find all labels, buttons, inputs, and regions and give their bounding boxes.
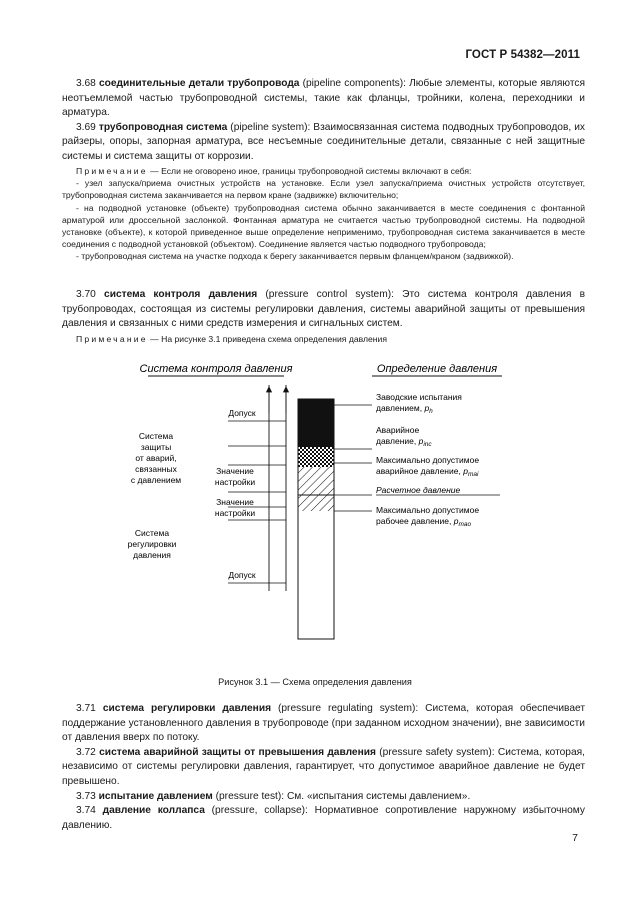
svg-text:настройки: настройки — [214, 477, 256, 487]
right-heading: Определение давления — [376, 363, 498, 375]
standard-header: ГОСТ Р 54382—2011 — [465, 49, 580, 61]
definition-3-68: 3.68 соединительные детали трубопровода (pipeline components): Любые элементы, которые являются неотъемлемой частью трубопроводной системы, такие как фланцы, тройники, колена, переходники и арматура. — [62, 78, 585, 119]
term-3-71: система регулировки давления — [102, 703, 272, 714]
regulation-hatch-band — [298, 495, 334, 511]
svg-text:Значение: Значение — [216, 497, 254, 507]
svg-text:Аварийное: Аварийное — [376, 425, 420, 435]
svg-text:Система: Система — [138, 431, 174, 441]
tolerance-top-label: Допуск — [228, 408, 256, 418]
svg-text:давление, pinc: давление, $p_{inc}$ — [376, 436, 432, 448]
figure-caption: Рисунок 3.1 — Схема определения давления — [218, 677, 412, 687]
safety-hatch-band — [298, 467, 334, 495]
svg-text:давлением, ph: давлением, $p_h$ — [376, 403, 433, 415]
factory-test-label — [376, 392, 462, 415]
svg-text:давления: давления — [133, 550, 171, 560]
svg-text:рабочее давление, pmao: рабочее давление, $p_{mao}$ — [376, 516, 472, 528]
definitions-bottom — [62, 702, 585, 833]
term-3-68: соединительные детали трубопровода — [98, 78, 300, 89]
svg-text:настройки: настройки — [214, 508, 256, 518]
definition-3-70: 3.70 система контроля давления (pressure control system): Это система контроля давления в трубопроводах, состоящая из системы регулировки давления, системы аварийной защиты от превышения давления и связанных с ними средств измерения и сигнальных систем. — [62, 289, 585, 330]
term-3-74: давление коллапса — [102, 805, 205, 817]
setting2-label — [215, 497, 255, 518]
term-3-73: испытание давлением — [98, 790, 213, 802]
term-3-70: система контроля давления — [104, 289, 258, 300]
definition-3-71: 3.71 система регулировки давления (pressure regulating system): Система, которая обеспечивает поддержание установленного давления в трубопроводе (при заданном исходном значении), вне зависимости от давления вверх по потоку. — [62, 703, 585, 744]
definition-3-69: 3.69 трубопроводная система (pipeline system): Взаимосвязанная система подводных трубопроводов, их райзеры, опоры, запорная арматура, все несъемные соединительные детали, связанные с ней защитные системы и система защиты от коррозии. — [62, 121, 585, 162]
note-item: - узел запуска/приема очистных устройств на установке. Если узел запуска/приема очистных устройств отсутствует, трубопроводная система заканчивается на первом кране (задвижке) включительно; — [62, 178, 585, 201]
svg-text:с давлением: с давлением — [130, 475, 182, 485]
term-3-69: трубопроводная система — [98, 121, 228, 133]
svg-text:от аварий,: от аварий, — [135, 453, 177, 463]
max-operating-label — [376, 505, 479, 528]
note-figure-ref: Примечание — На рисунке 3.1 приведена схема определения давления — [76, 334, 387, 344]
definition-3-72: 3.72 система аварийной защиты от превышения давления (pressure safety system): Система, которая, независимо от системы регулировки давления, гарантирует, что допустимое аварийное давление не будет превышено. — [62, 746, 585, 787]
svg-text:Максимально допустимое: Максимально допустимое — [376, 455, 480, 465]
note-label: Примечание — [76, 166, 148, 176]
svg-text:Максимально допустимое: Максимально допустимое — [376, 505, 480, 515]
svg-text:защиты: защиты — [140, 442, 172, 452]
definition-3-74: 3.74 давление коллапса (pressure, collapse): Нормативное сопротивление наружному избыточному давлению. — [62, 805, 585, 831]
svg-text:регулировки: регулировки — [127, 539, 177, 549]
page-number: 7 — [572, 832, 578, 844]
design-pressure-label: Расчетное давление — [376, 485, 461, 495]
safety-system-label — [131, 431, 181, 485]
svg-text:аварийное давление, pmai: аварийное давление, $p_{mai}$ — [376, 466, 479, 478]
svg-text:Значение: Значение — [216, 466, 254, 476]
setting1-label — [215, 466, 255, 487]
svg-text:Заводские испытания: Заводские испытания — [376, 392, 462, 402]
regulation-system-label — [128, 528, 177, 560]
term-3-72: система аварийной защиты от превышения давления — [99, 746, 376, 758]
svg-text:связанных: связанных — [135, 464, 177, 474]
tolerance-bottom-label: Допуск — [228, 570, 256, 580]
note-item: - трубопроводная система на участке подхода к берегу заканчивается первым фланцем/краном (задвижкой). — [76, 251, 514, 262]
note-boundaries: Примечание — Если не оговорено иное, границы трубопроводной системы включают в себя: - узел запуска/приема очистных устройств на установке. Если узел запуска/приема очистных устройств отсутствует, трубопроводная система заканчивается на первом кране (задвижке) включительно; - на подводной установке (объекте) трубопроводная система обычно заканчивается в месте соединения с фонтанной арматурой или дроссельной заслонкой. Фонтанная арматура не считается частью трубопроводной системы. На подводной установке (объекте), к которой приведенное выше определение неприменимо, трубопроводная система заканчивается в месте соединения с подводной установкой (объектом). Соединение является частью подводного трубопровода; - трубопроводная система на участке подхода к берегу заканчивается первым фланцем/краном (задвижкой). — [62, 166, 585, 262]
definition-3-73: 3.73 испытание давлением (pressure test): См. «испытания системы давлением». — [76, 790, 471, 802]
factory-test-band — [298, 399, 334, 447]
definitions-top — [62, 77, 585, 165]
svg-text:Система: Система — [134, 528, 170, 538]
max-emergency-label — [376, 455, 479, 478]
emergency-band — [298, 447, 334, 467]
left-heading: Система контроля давления — [139, 363, 293, 375]
note-item: - на подводной установке (объекте) трубопроводная система обычно заканчивается в месте соединения с фонтанной арматурой или дроссельной заслонкой. Фонтанная арматура не считается частью трубопроводной системы. На подводной установке (объекте), к которой приведенное выше определение неприменимо, трубопроводная система заканчивается в месте соединения с подводной установкой (объектом). Соединение является частью подводного трубопровода; — [62, 202, 585, 250]
pressure-diagram — [0, 355, 630, 675]
emergency-label — [376, 425, 432, 448]
